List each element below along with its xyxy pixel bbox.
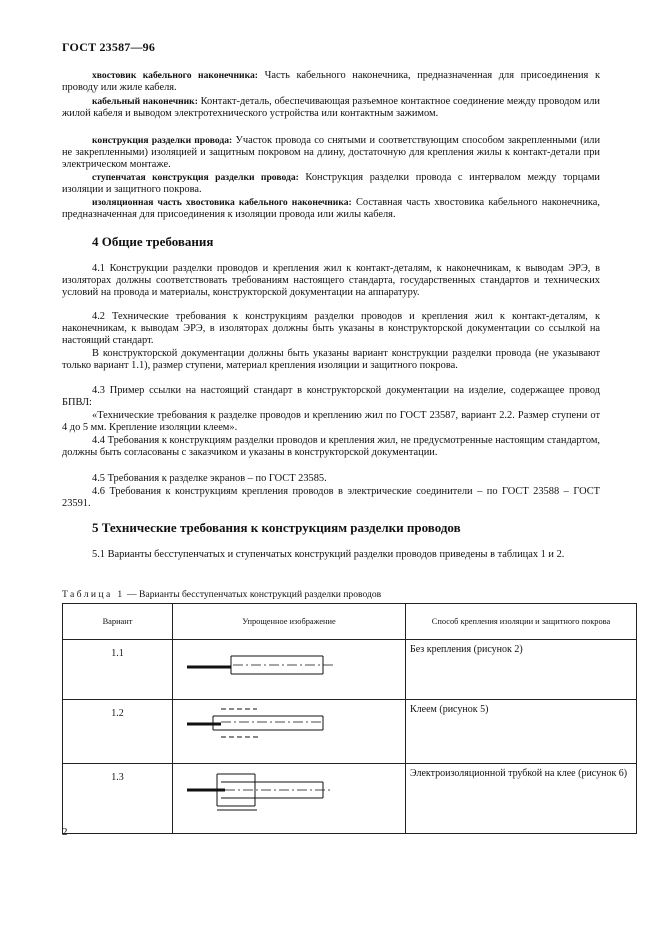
drawing-cell bbox=[173, 700, 406, 764]
table-header-row bbox=[63, 604, 637, 640]
wire-drawing-1-3 bbox=[173, 764, 393, 828]
table-caption-label: Таблица 1 bbox=[62, 589, 125, 600]
paragraph-4-3-example: «Технические требования к разделке проводов и креплению жил по ГОСТ 23587, вариант 2.2. Размер ступени от 4 до 5 мм. Крепление изоляции клеем». bbox=[62, 410, 600, 433]
table-row bbox=[63, 700, 637, 764]
wire-drawing-1-1 bbox=[173, 640, 393, 694]
definition-text: Контакт-деталь, обеспечивающая разъемное контактное соединение между проводом или жилой кабеля и выводом электротехнического устройства или контактным зажимом. bbox=[62, 96, 600, 119]
definition-text: Часть кабельного наконечника, предназначенная для присоединения к проводу или жиле кабеля. bbox=[62, 70, 600, 93]
wire-drawing-1-2 bbox=[173, 700, 393, 758]
definition-paragraph bbox=[62, 70, 600, 94]
section-heading-4: 4 Общие требования bbox=[92, 234, 214, 249]
table-row bbox=[63, 764, 637, 834]
definition-paragraph bbox=[62, 197, 600, 221]
drawing-cell bbox=[173, 764, 406, 834]
page-number: 2 bbox=[62, 826, 68, 838]
table-caption-text: — Варианты бесступенчатых конструкций разделки проводов bbox=[124, 589, 382, 600]
definition-paragraph bbox=[62, 96, 600, 120]
paragraph-4-6: 4.6 Требования к конструкциям крепления проводов в электрические соединители – по ГОСТ 23588 – ГОСТ 23591. bbox=[62, 486, 600, 509]
section-heading-5: 5 Технические требования к конструкциям разделки проводов bbox=[92, 520, 461, 535]
paragraph-4-4: 4.4 Требования к конструкциям разделки проводов и крепления жил, не предусмотренные настоящим стандартом, должны быть согласованы с заказчиком и указаны в конструкторской документации. bbox=[62, 435, 600, 458]
table-row bbox=[63, 640, 637, 700]
definition-text: Составная часть хвостовика кабельного наконечника, предназначенная для присоединения к изоляции провода или жилы кабеля. bbox=[62, 197, 600, 220]
paragraph-4-5: 4.5 Требования к разделке экранов – по ГОСТ 23585. bbox=[92, 473, 327, 484]
document-header: ГОСТ 23587—96 bbox=[62, 40, 156, 54]
drawing-cell bbox=[173, 640, 406, 700]
definition-term: хвостовик кабельного наконечника: bbox=[92, 70, 258, 81]
header-drawing: Упрощенное изображение bbox=[173, 604, 406, 640]
definition-term: конструкция разделки провода: bbox=[92, 135, 233, 146]
paragraph-4-2-note: В конструкторской документации должны быть указаны вариант конструкции разделки провода (не указывают только вариант 1.1), размер ступени, материал крепления изоляции и защитного покрова. bbox=[62, 348, 600, 371]
variant-cell: 1.1 bbox=[63, 640, 173, 700]
definition-term: ступенчатая конструкция разделки провода: bbox=[92, 172, 299, 183]
variants-table bbox=[62, 603, 637, 834]
definition-text: Конструкция разделки провода с интервалом между торцами изоляции и защитного покрова. bbox=[62, 172, 600, 195]
table-caption bbox=[62, 589, 381, 600]
paragraph-4-3: 4.3 Пример ссылки на настоящий стандарт в конструкторской документации на изделие, содержащее провод БПВЛ: bbox=[62, 385, 600, 408]
method-cell: Клеем (рисунок 5) bbox=[406, 700, 637, 764]
paragraph-4-1: 4.1 Конструкции разделки проводов и крепления жил к контакт-деталям, к наконечникам, к выводам ЭРЭ, в изоляторах должны соответствовать требованиям настоящего стандарта, государственных стандартов и технических условий на провода и материалы, конструкторской документации на аппаратуру. bbox=[62, 263, 600, 298]
definition-paragraph bbox=[62, 135, 600, 171]
method-cell: Без крепления (рисунок 2) bbox=[406, 640, 637, 700]
paragraph-5-1: 5.1 Варианты бесступенчатых и ступенчатых конструкций разделки проводов приведены в таблицах 1 и 2. bbox=[92, 549, 565, 560]
header-variant: Вариант bbox=[63, 604, 173, 640]
header-method: Способ крепления изоляции и защитного покрова bbox=[406, 604, 637, 640]
definition-paragraph bbox=[62, 172, 600, 196]
definition-text: Участок провода со снятыми и соответствующим способом закрепленными (или не закрепленными) изоляцией и защитным покровом на длину, достаточную для крепления жилы к контакт-детали при электрическом монтаже. bbox=[62, 135, 600, 170]
method-cell: Электроизоляционной трубкой на клее (рисунок 6) bbox=[406, 764, 637, 834]
paragraph-4-2: 4.2 Технические требования к конструкциям разделки проводов и крепления жил к контакт-деталям, к наконечникам, к выводам ЭРЭ, в изоляторах должны быть указаны в конструкторской документации со ссылкой на настоящий стандарт. bbox=[62, 311, 600, 346]
definition-term: кабельный наконечник: bbox=[92, 96, 198, 107]
variant-cell: 1.2 bbox=[63, 700, 173, 764]
variant-cell: 1.3 bbox=[63, 764, 173, 834]
definition-term: изоляционная часть хвостовика кабельного наконечника: bbox=[92, 197, 352, 208]
